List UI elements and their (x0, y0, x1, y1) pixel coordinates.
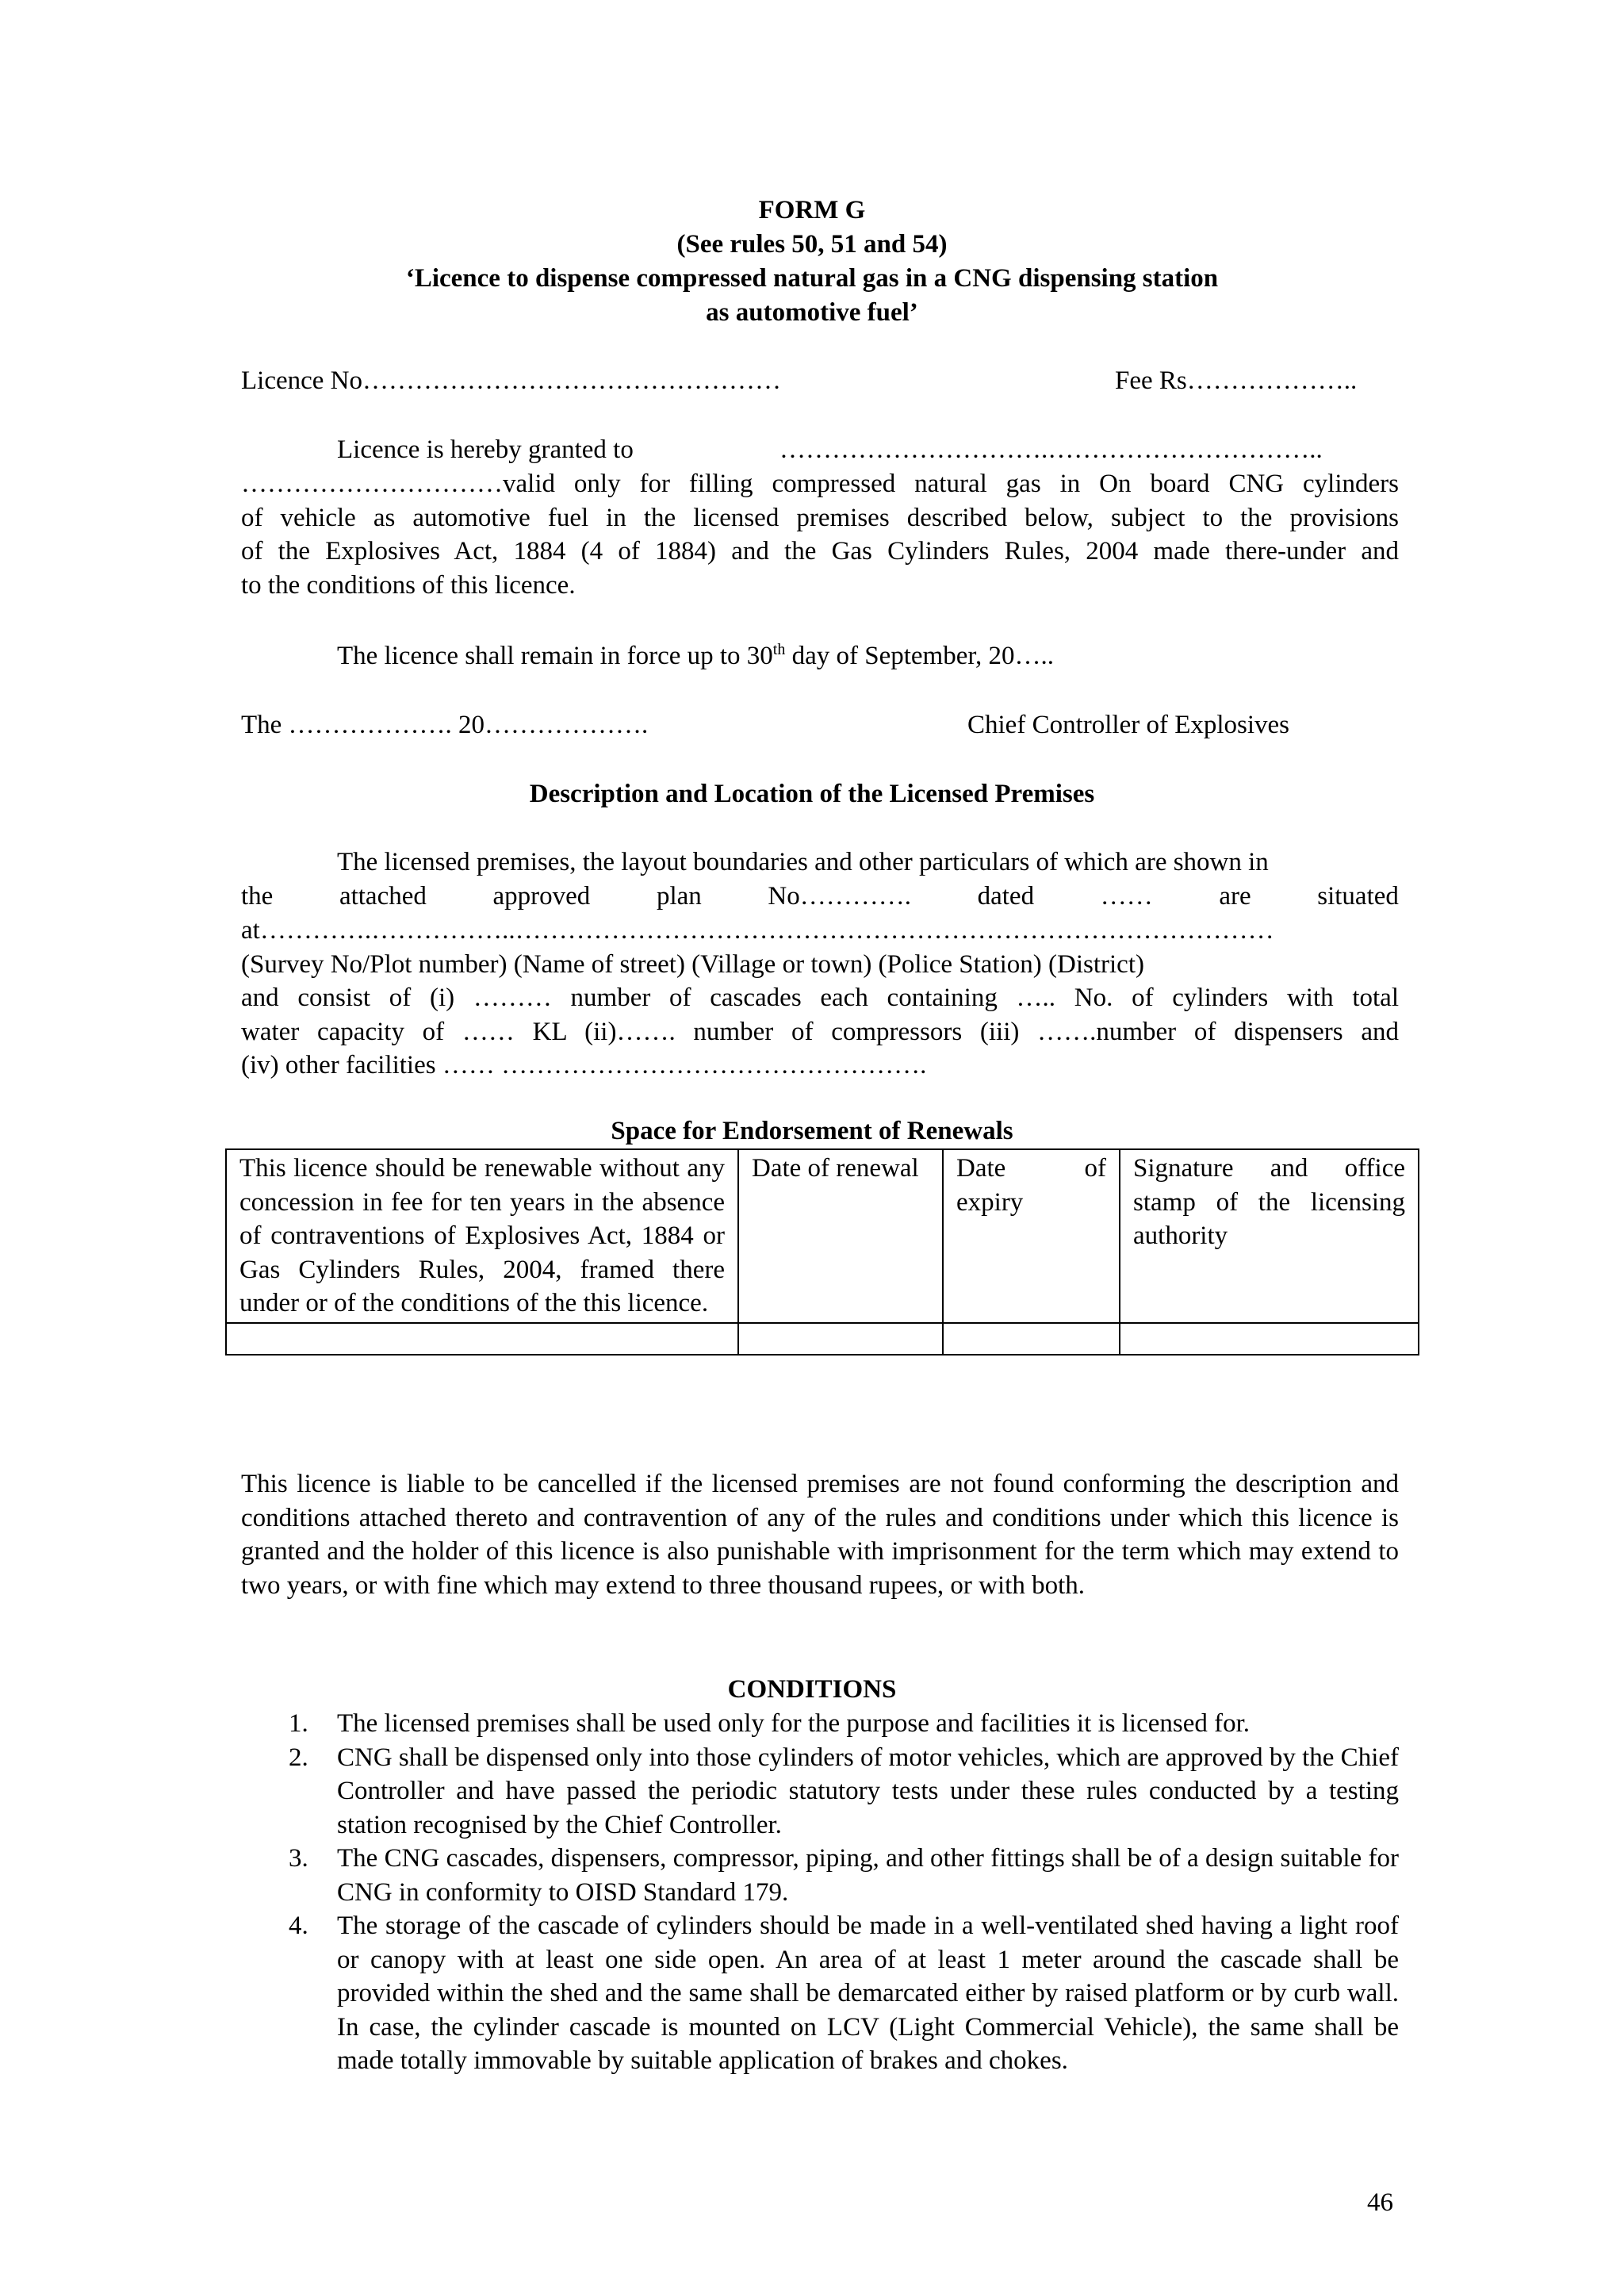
renewal-entry-cell (738, 1323, 943, 1355)
date-of-renewal-header: Date of renewal (738, 1149, 943, 1323)
grantee-dots: ………………………….………………………….. (779, 435, 1323, 464)
date-field: The ………………. 20………………. (241, 711, 649, 739)
renewals-header-row (226, 1149, 1419, 1323)
validity-text: The licence shall remain in force up to 30 (337, 642, 773, 670)
premises-word: are (1219, 882, 1251, 911)
premises-heading: Description and Location of the Licensed Premises (529, 780, 1095, 808)
plan-number-field: No…………. (768, 882, 911, 911)
premises-word: attached (339, 882, 427, 911)
validity-superscript: th (772, 641, 786, 658)
grant-intro: Licence is hereby granted to (337, 435, 634, 464)
condition-number: 2. (289, 1743, 308, 1772)
renewal-entry-cell (226, 1323, 738, 1355)
condition-number: 4. (289, 1911, 308, 1940)
signatory: Chief Controller of Explosives (967, 711, 1290, 739)
premises-word: approved (492, 882, 591, 911)
conditions-heading: CONDITIONS (727, 1675, 897, 1704)
premises-plan-line (241, 880, 1399, 914)
renewals-table (225, 1148, 1419, 1355)
page-number: 46 (1367, 2188, 1393, 2217)
cancellation-paragraph: This licence is liable to be cancelled if the licensed premises are not found conforming the description and conditions attached thereto and contravention of any of the rules and conditions under which this licence is granted and the holder of this licence is also punishable with imprisonment for the term which may extend to two years, or with fine which may extend to three thousand rupees, or with both. (241, 1470, 1399, 1600)
conditions-list (241, 1707, 1399, 2078)
validity-statement (337, 639, 1054, 673)
premises-line: The licensed premises, the layout boundaries and other particulars of which are shown in (337, 848, 1269, 876)
licence-number-field: Licence No………………………………………… (241, 366, 781, 395)
location-legend: (Survey No/Plot number) (Name of street) (Village or town) (Police Station) (District) (241, 949, 1144, 979)
renewal-terms-cell: This licence should be renewable without any concession in fee for ten years in the absence of contraventions of Explosives Act, 1884 or Gas Cylinders Rules, 2004, framed there under or of the conditions of the this licence. (226, 1149, 738, 1323)
condition-number: 1. (289, 1709, 308, 1738)
condition-item (241, 1909, 1399, 2078)
condition-text: The CNG cascades, dispensers, compressor, piping, and other fittings shall be of a design suitable for CNG in conformity to OISD Standard 179. (337, 1844, 1399, 1907)
premises-line: water capacity of …… KL (ii)……. number of compressors (iii) …….number of dispensers and (241, 1017, 1399, 1046)
validity-text-end: day of September, 20….. (785, 642, 1055, 670)
form-title: FORM G (758, 196, 866, 224)
fee-field: Fee Rs……………….. (1115, 366, 1358, 395)
form-subtitle-line2: as automotive fuel’ (706, 298, 918, 327)
premises-line: (iv) other facilities …… …………………………………………. (241, 1051, 927, 1079)
condition-text: The licensed premises shall be used only for the purpose and facilities it is licensed for. (337, 1709, 1251, 1738)
condition-item (241, 1842, 1399, 1909)
grant-line: to the conditions of this licence. (241, 570, 576, 600)
premises-details (241, 914, 1399, 1083)
form-subtitle-line1: ‘Licence to dispense compressed natural gas in a CNG dispensing station (405, 264, 1219, 293)
plan-date-field: …… (1100, 882, 1153, 911)
date-of-expiry-header: Date of expiry (943, 1149, 1120, 1323)
rules-reference: (See rules 50, 51 and 54) (676, 230, 948, 259)
renewal-entry-cell (1120, 1323, 1419, 1355)
grant-line: …………………………valid only for filling compressed natural gas in On board CNG cylinders (241, 470, 1399, 498)
premises-word: dated (977, 882, 1035, 911)
premises-word: plan (656, 882, 702, 911)
condition-number: 3. (289, 1844, 308, 1873)
location-field: at………….……………..…………………………………………………………………………… (241, 916, 1274, 945)
grant-line: of vehicle as automotive fuel in the licensed premises described below, subject to the provisions (241, 503, 1399, 532)
premises-line: and consist of (i) ……… number of cascades each containing ….. No. of cylinders with total (241, 984, 1399, 1012)
grant-line: of the Explosives Act, 1884 (4 of 1884) and the Gas Cylinders Rules, 2004 made there-under and (241, 537, 1399, 566)
renewal-entry-row (226, 1323, 1419, 1355)
condition-item (241, 1741, 1399, 1842)
condition-item (241, 1707, 1399, 1741)
condition-text: CNG shall be dispensed only into those cylinders of motor vehicles, which are approved by the Chief Controller and have passed the periodic statutory tests under these rules conducted by a testing station recognised by the Chief Controller. (337, 1743, 1399, 1839)
renewal-entry-cell (943, 1323, 1120, 1355)
premises-word: the (241, 882, 274, 911)
signature-header: Signature and office stamp of the licensing authority (1120, 1149, 1419, 1323)
premises-word: situated (1317, 882, 1399, 911)
condition-text: The storage of the cascade of cylinders should be made in a well-ventilated shed having a light roof or canopy with at least one side open. An area of at least 1 meter around the cascade shall be provided within the shed and the same shall be demarcated either by raised platform or by curb wall. In case, the cylinder cascade is mounted on LCV (Light Commercial Vehicle), the same shall be made totally immovable by suitable application of brakes and chokes. (337, 1911, 1399, 2075)
renewals-heading: Space for Endorsement of Renewals (611, 1117, 1013, 1145)
grant-paragraph (241, 467, 1399, 602)
